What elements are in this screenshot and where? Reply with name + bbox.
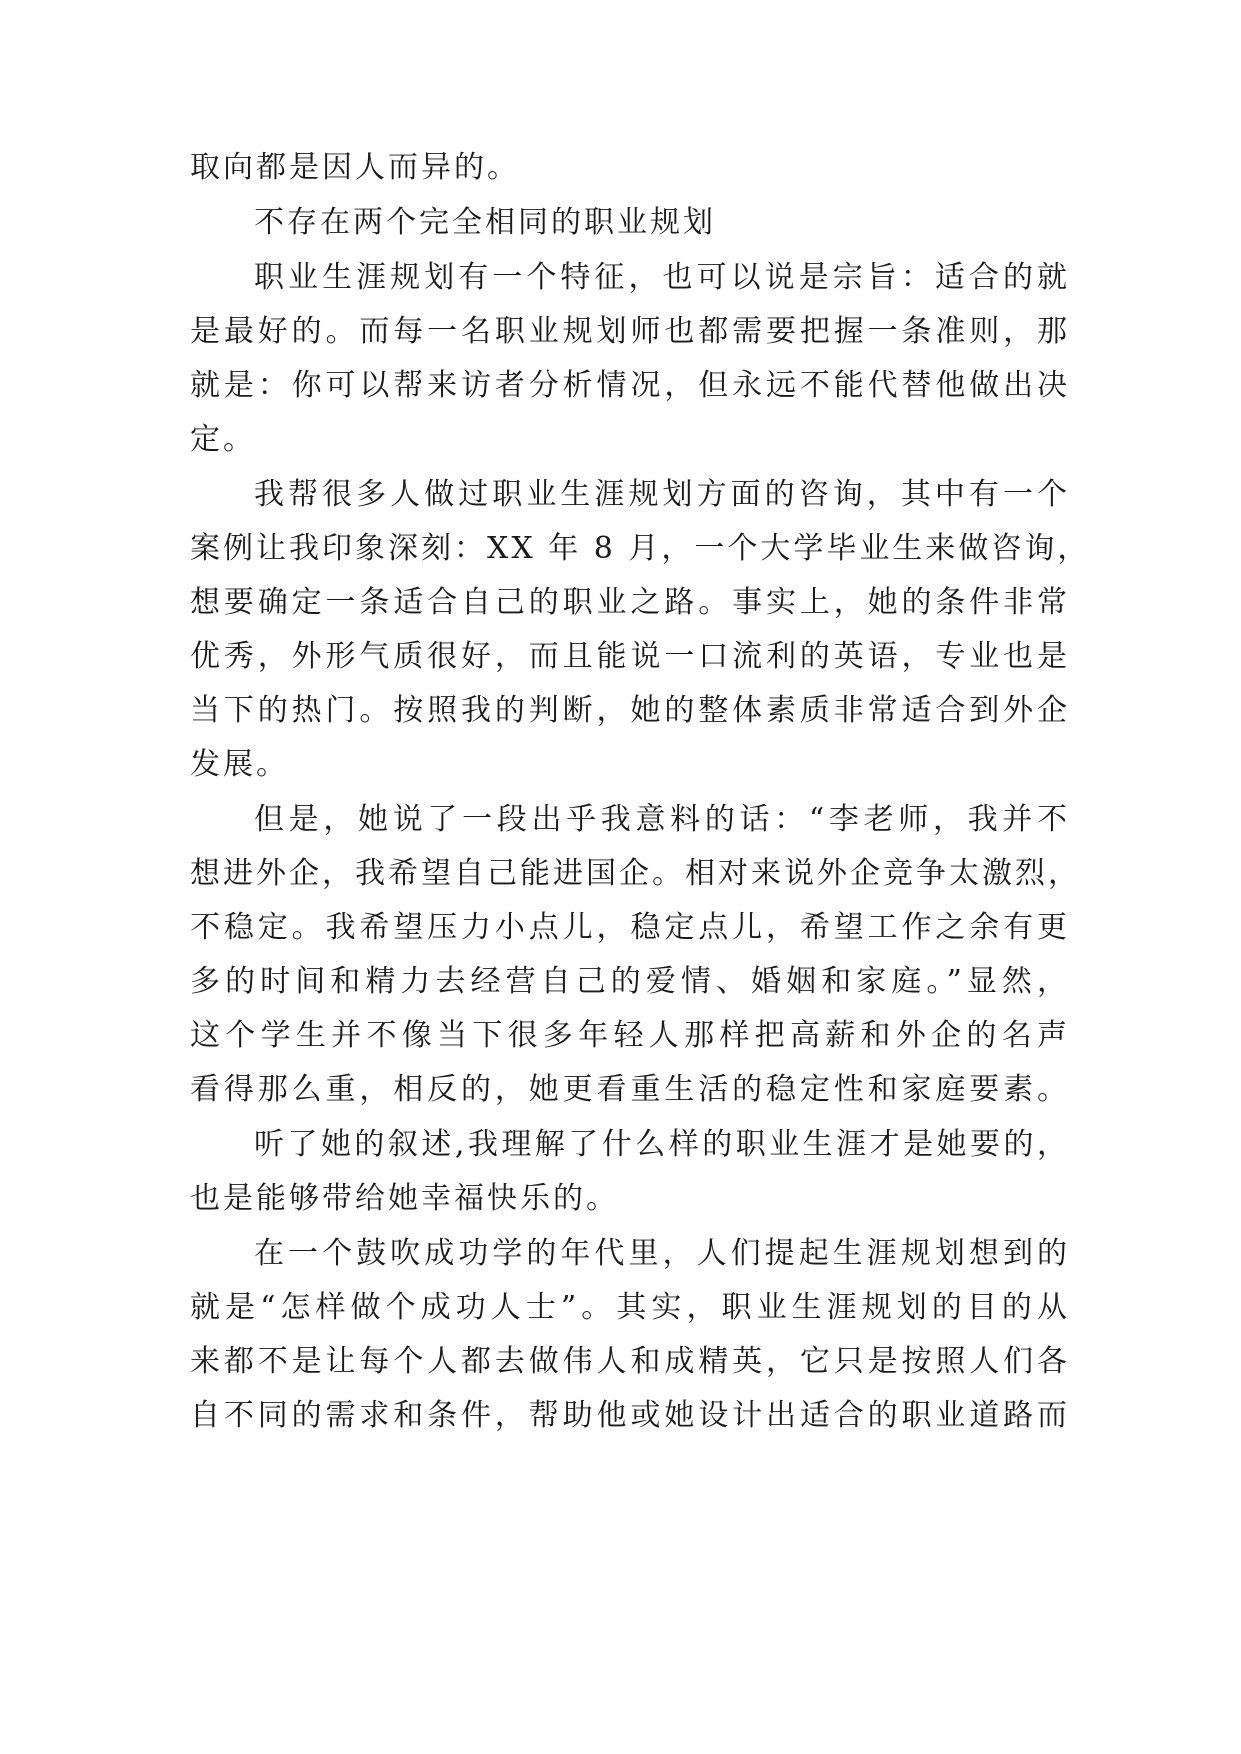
text-line-5: 就是：你可以帮来访者分析情况，但永远不能代替他做出决 [190,368,1070,403]
section-heading: 不存在两个完全相同的职业规划 [254,205,716,240]
text-line-21: 在一个鼓吹成功学的年代里，人们提起生涯规划想到的 [254,1236,1070,1271]
text-line-6: 定。 [190,422,256,457]
text-line-24: 自不同的需求和条件，帮助他或她设计出适合的职业道路而 [190,1398,1070,1433]
text-line-8: 案例让我印象深刻：XX 年 8 月，一个大学毕业生来做咨询， [190,531,1091,566]
text-line-12: 发展。 [190,747,289,782]
text-line-13: 但是，她说了一段出乎我意料的话：“李老师，我并不 [254,802,1070,837]
text-line-10: 优秀，外形气质很好，而且能说一口流利的英语，专业也是 [190,639,1070,674]
text-line-9: 想要确定一条适合自己的职业之路。事实上，她的条件非常 [190,585,1070,620]
text-line-17: 这个学生并不像当下很多年轻人那样把高薪和外企的名声 [190,1018,1070,1053]
text-line-16: 多的时间和精力去经营自己的爱情、婚姻和家庭。”显然， [190,964,1070,999]
text-line-22: 就是“怎样做个成功人士”。其实，职业生涯规划的目的从 [190,1290,1070,1325]
text-line-4: 是最好的。而每一名职业规划师也都需要把握一条准则，那 [190,314,1070,349]
text-line-3: 职业生涯规划有一个特征，也可以说是宗旨：适合的就 [254,260,1070,295]
text-line-1: 取向都是因人而异的。 [190,150,520,185]
text-line-23: 来都不是让每个人都去做伟人和成精英，它只是按照人们各 [190,1344,1070,1379]
text-line-7: 我帮很多人做过职业生涯规划方面的咨询，其中有一个 [254,477,1070,512]
text-line-19: 听了她的叙述,我理解了什么样的职业生涯才是她要的， [254,1127,1070,1162]
text-line-15: 不稳定。我希望压力小点儿，稳定点儿，希望工作之余有更 [190,910,1070,945]
text-line-14: 想进外企，我希望自己能进国企。相对来说外企竞争太激烈， [190,856,1081,891]
text-line-11: 当下的热门。按照我的判断，她的整体素质非常适合到外企 [190,693,1070,728]
text-line-20: 也是能够带给她幸福快乐的。 [190,1181,619,1216]
text-line-18: 看得那么重，相反的，她更看重生活的稳定性和家庭要素。 [190,1072,1070,1107]
